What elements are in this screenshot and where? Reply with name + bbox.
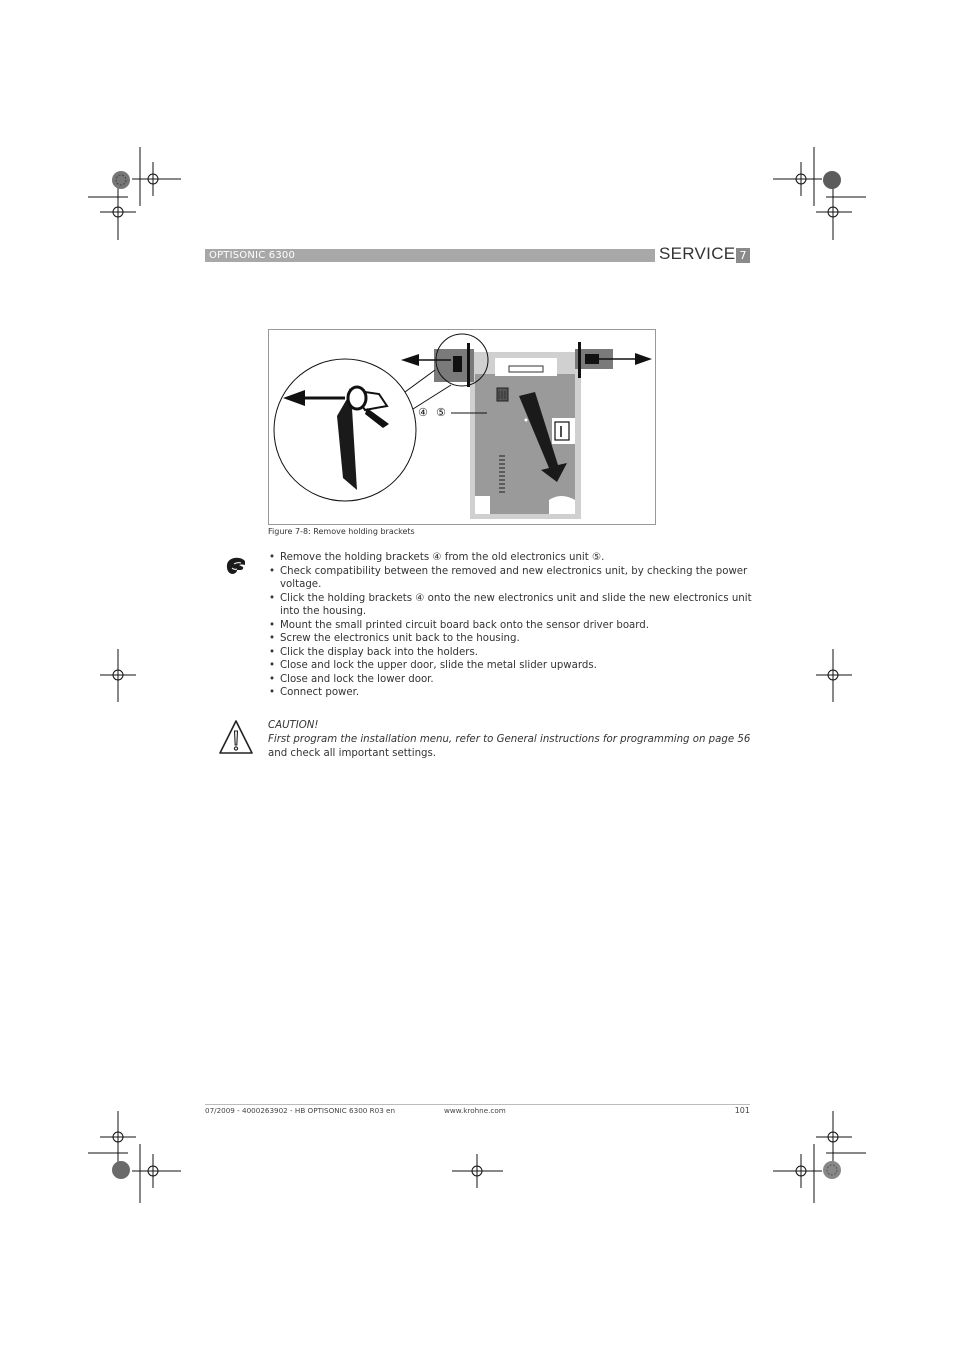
list-item: • Close and lock the upper door, slide the metal slider upwards. [268, 659, 753, 673]
list-item: • Connect power. [268, 686, 753, 700]
caution-text-continued: and check all important settings. [268, 748, 437, 759]
hand-note-icon [225, 556, 247, 576]
list-item: • Remove the holding brackets ④ from the old electronics unit ⑤. [268, 551, 753, 565]
list-item: • Check compatibility between the removed and new electronics unit, by checking the power voltage. [268, 565, 753, 592]
list-item: • Click the holding brackets ④ onto the new electronics unit and slide the new electronics unit into the housing. [268, 592, 753, 619]
callout-4: ④ [418, 406, 428, 419]
list-item: • Close and lock the lower door. [268, 673, 753, 687]
caution-title: CAUTION! [268, 720, 319, 731]
caution-text: First program the installation menu, refer to General instructions for programming on page 56 [268, 734, 751, 745]
header-product-name: OPTISONIC 6300 [209, 250, 296, 261]
header-section-title: SERVICE [659, 244, 736, 263]
list-item: • Mount the small printed circuit board back onto the sensor driver board. [268, 619, 753, 633]
footer-divider [205, 1104, 750, 1105]
instruction-list [268, 551, 753, 700]
warning-triangle-icon [218, 719, 254, 756]
header-chapter-number: 7 [736, 248, 750, 263]
figure-illustration [269, 330, 655, 524]
figure-remove-holding-brackets [268, 329, 656, 525]
figure-caption: Figure 7-8: Remove holding brackets [268, 527, 415, 536]
list-item: • Screw the electronics unit back to the housing. [268, 632, 753, 646]
callout-5: ⑤ [436, 406, 446, 419]
footer-document-id: 07/2009 - 4000263902 - HB OPTISONIC 6300 R03 en [205, 1106, 396, 1115]
footer-page-number: 101 [734, 1106, 750, 1115]
footer-website[interactable]: www.krohne.com [444, 1106, 506, 1115]
caution-note [268, 719, 758, 761]
list-item: • Click the display back into the holders. [268, 646, 753, 660]
